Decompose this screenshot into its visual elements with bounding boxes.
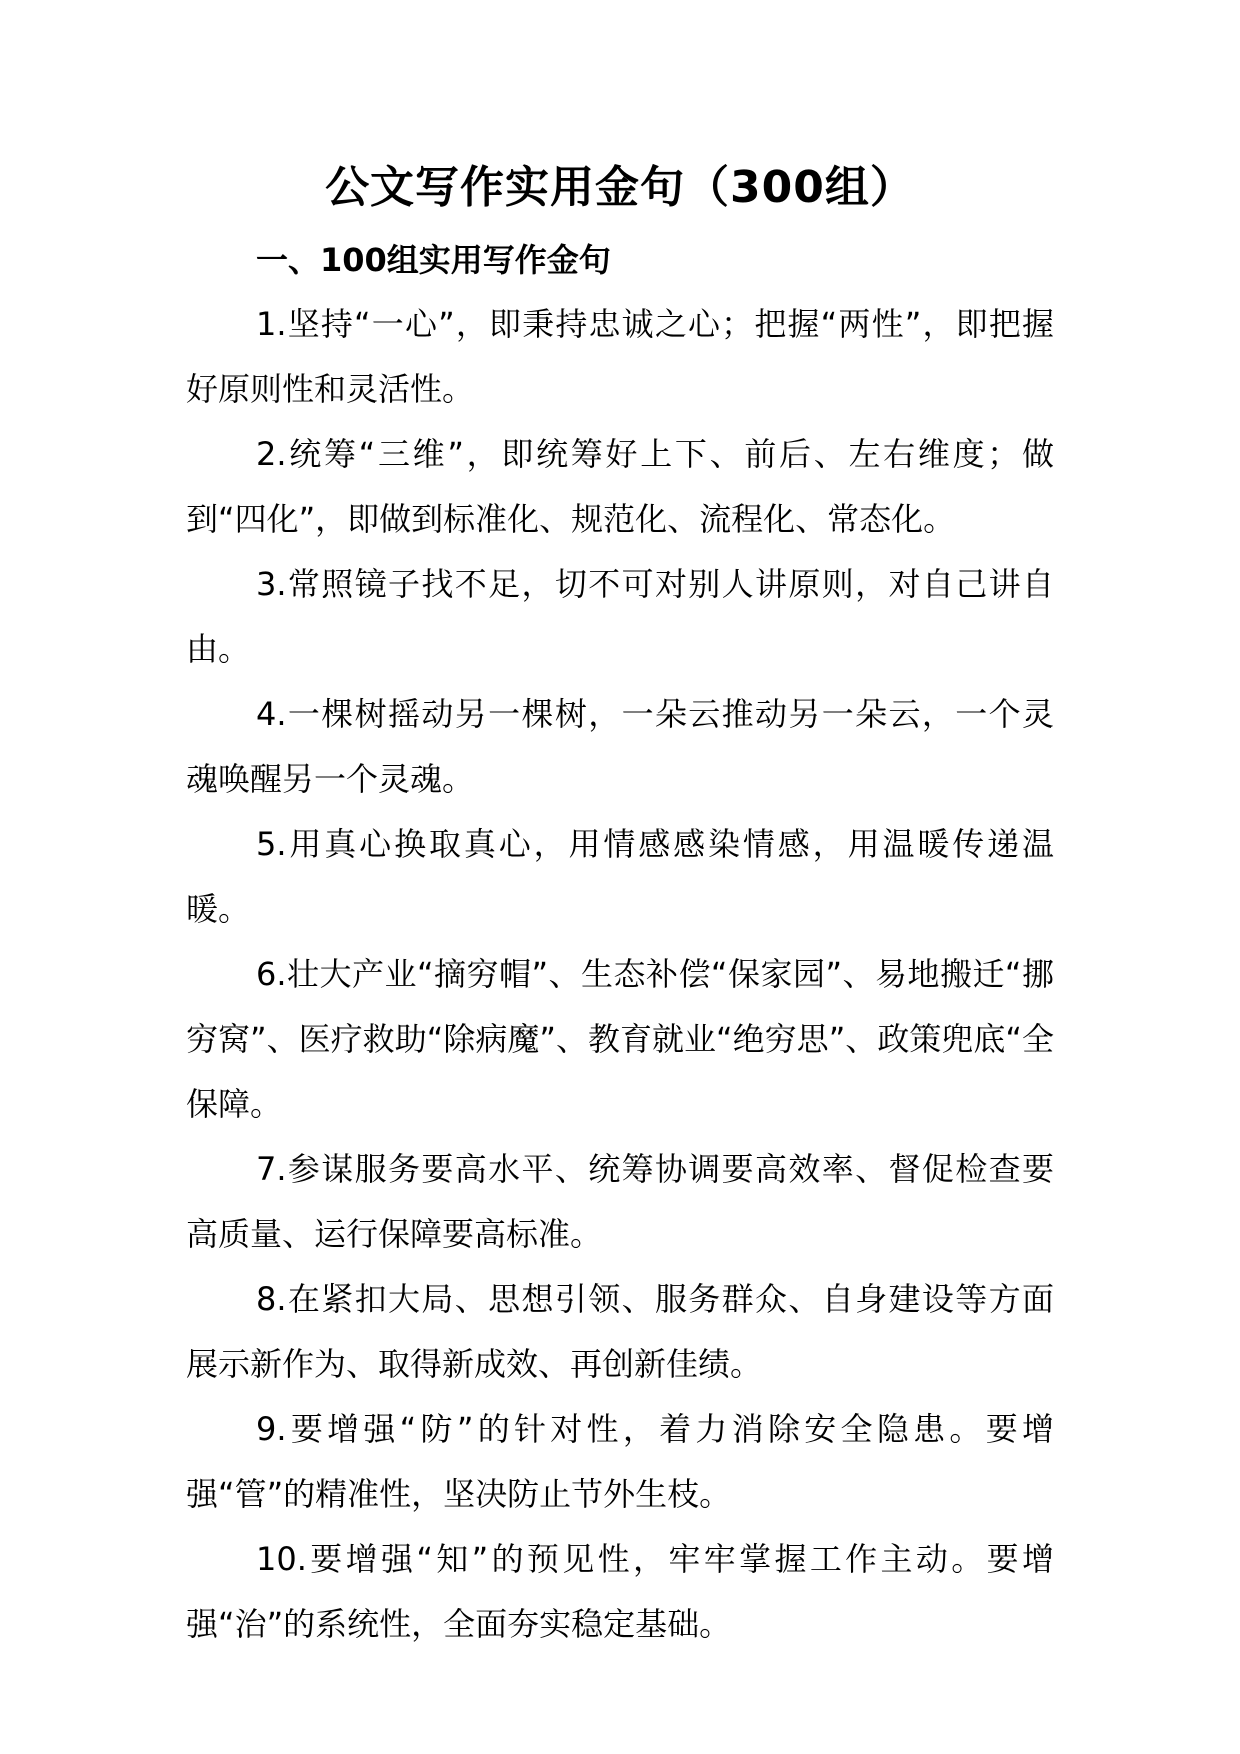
paragraph-10: 10.要增强“知”的预见性，牢牢掌握工作主动。要增强“治”的系统性，全面夯实稳定基础。 [186,1540,1054,1643]
paragraph-8: 8.在紧扣大局、思想引领、服务群众、自身建设等方面展示新作为、取得新成效、再创新佳绩。 [186,1280,1054,1383]
paragraph-4: 4.一棵树摇动另一棵树，一朵云推动另一朵云，一个灵魂唤醒另一个灵魂。 [186,695,1054,798]
paragraph-1: 1.坚持“一心”，即秉持忠诚之心；把握“两性”，即把握好原则性和灵活性。 [186,305,1054,408]
paragraph-3: 3.常照镜子找不足，切不可对别人讲原则，对自己讲自由。 [186,565,1054,668]
document-title: 公文写作实用金句（300组） [325,162,915,213]
paragraph-6: 6.壮大产业“摘穷帽”、生态补偿“保家园”、易地搬迁“挪穷窝”、医疗救助“除病魔”、教育就业“绝穷思”、政策兜底“全保障。 [186,955,1054,1123]
paragraph-9: 9.要增强“防”的针对性，着力消除安全隐患。要增强“管”的精准性，坚决防止节外生枝。 [186,1410,1054,1513]
document-body [186,292,1054,1657]
paragraph-2: 2.统筹“三维”，即统筹好上下、前后、左右维度；做到“四化”，即做到标准化、规范化、流程化、常态化。 [186,435,1054,538]
paragraph-5: 5.用真心换取真心，用情感感染情感，用温暖传递温暖。 [186,825,1054,928]
paragraph-7: 7.参谋服务要高水平、统筹协调要高效率、督促检查要高质量、运行保障要高标准。 [186,1150,1054,1253]
section-heading: 一、100组实用写作金句 [256,241,611,279]
